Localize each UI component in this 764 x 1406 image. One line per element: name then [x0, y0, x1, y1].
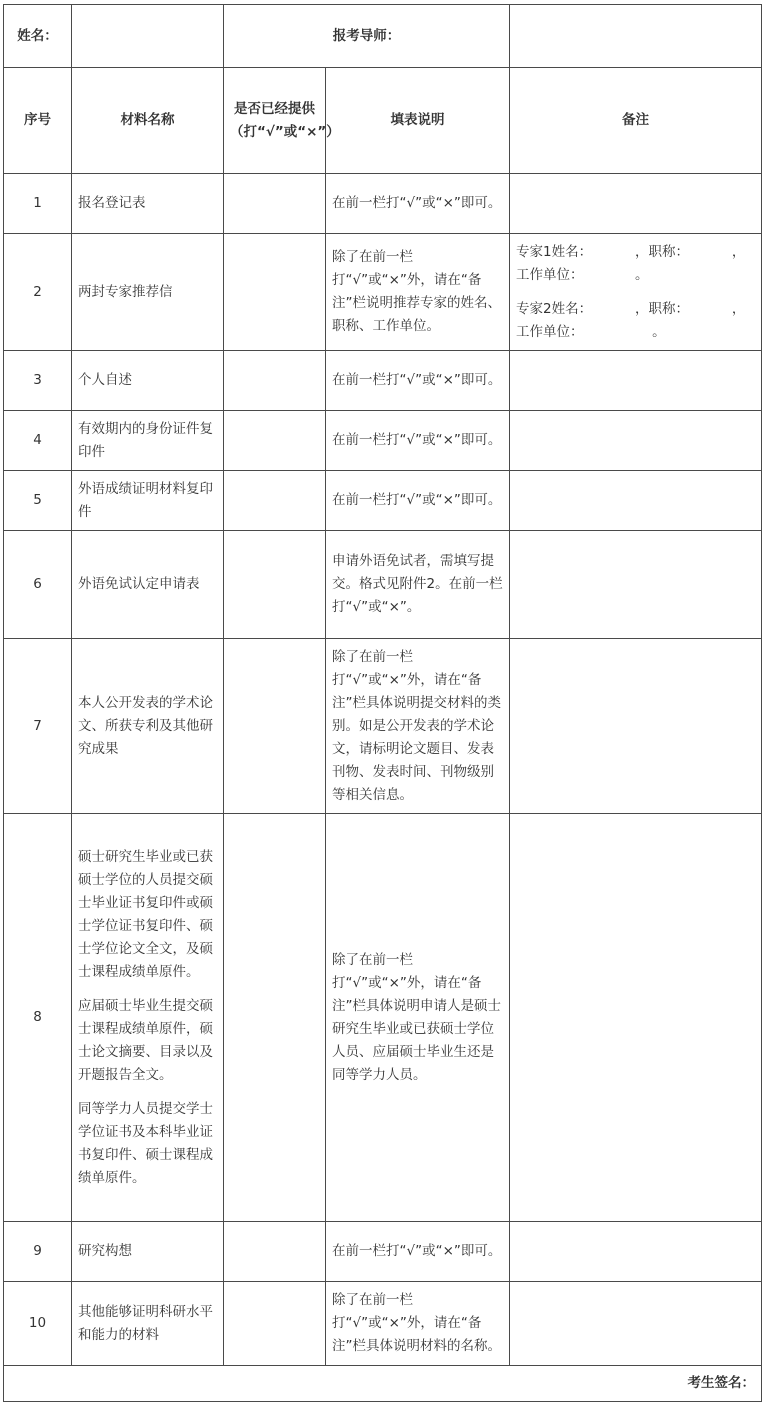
material-paragraph: 硕士研究生毕业或已获硕士学位的人员提交硕士毕业证书复印件或硕士学位证书复印件、硕士学位论文全文，及硕士课程成绩单原件。: [78, 848, 213, 980]
column-header-remark: 备注: [510, 68, 762, 174]
row-number: 10: [4, 1282, 72, 1366]
provided-field[interactable]: [224, 1282, 326, 1366]
material-paragraph: 外语免试认定申请表: [78, 576, 200, 592]
material-name: [72, 351, 224, 411]
row-number: 6: [4, 531, 72, 639]
remark-paragraph: 专家1姓名： ，职称： ，工作单位： 。: [516, 243, 746, 283]
material-name: [72, 411, 224, 471]
material-name: [72, 471, 224, 531]
material-name: [72, 1222, 224, 1282]
row-number: 1: [4, 174, 72, 234]
instruction-text: 在前一栏打“√”或“×”即可。: [326, 1222, 510, 1282]
table-row: [4, 471, 762, 531]
row-number: 7: [4, 639, 72, 814]
remark-field[interactable]: [510, 174, 762, 234]
instruction-text: 除了在前一栏打“√”或“×”外，请在“备注”栏具体说明提交材料的类别。如是公开发表的学术论文，请标明论文题目、发表刊物、发表时间、刊物级别等相关信息。: [326, 639, 510, 814]
table-row: [4, 234, 762, 351]
column-header-material: 材料名称: [72, 68, 224, 174]
provided-field[interactable]: [224, 531, 326, 639]
name-field[interactable]: [72, 5, 224, 68]
material-paragraph: 应届硕士毕业生提交硕士课程成绩单原件，硕士论文摘要、目录以及开题报告全文。: [78, 997, 213, 1083]
provided-field[interactable]: [224, 351, 326, 411]
table-row: [4, 411, 762, 471]
table-row: [4, 351, 762, 411]
row-number: 4: [4, 411, 72, 471]
material-paragraph: 报名登记表: [78, 195, 146, 211]
table-row: [4, 1222, 762, 1282]
signature-row: [4, 1366, 762, 1402]
table-row: [4, 814, 762, 1222]
column-header-provided: 是否已经提供（打“√”或“×”）: [224, 68, 326, 174]
table-row: [4, 174, 762, 234]
application-materials-table: [3, 4, 762, 1402]
material-name: [72, 639, 224, 814]
instruction-text: 除了在前一栏打“√”或“×”外，请在“备注”栏说明推荐专家的姓名、职称、工作单位。: [326, 234, 510, 351]
material-name: [72, 174, 224, 234]
remark-field[interactable]: [510, 639, 762, 814]
column-header-instruction: 填表说明: [326, 68, 510, 174]
instruction-text: 在前一栏打“√”或“×”即可。: [326, 411, 510, 471]
provided-field[interactable]: [224, 639, 326, 814]
row-number: 3: [4, 351, 72, 411]
header-row: [4, 5, 762, 68]
instruction-text: 在前一栏打“√”或“×”即可。: [326, 174, 510, 234]
remark-field[interactable]: [510, 471, 762, 531]
provided-field[interactable]: [224, 411, 326, 471]
material-name: [72, 1282, 224, 1366]
instruction-text: 申请外语免试者，需填写提交。格式见附件2。在前一栏打“√”或“×”。: [326, 531, 510, 639]
provided-field[interactable]: [224, 1222, 326, 1282]
material-paragraph: 本人公开发表的学术论文、所获专利及其他研究成果: [78, 694, 213, 757]
remark-field[interactable]: [510, 351, 762, 411]
provided-field[interactable]: [224, 234, 326, 351]
remark-field[interactable]: [510, 814, 762, 1222]
column-header-row: [4, 68, 762, 174]
advisor-label: 报考导师：: [224, 5, 510, 68]
remark-field[interactable]: [510, 234, 762, 351]
instruction-text: 除了在前一栏打“√”或“×”外，请在“备注”栏具体说明材料的名称。: [326, 1282, 510, 1366]
row-number: 8: [4, 814, 72, 1222]
provided-field[interactable]: [224, 174, 326, 234]
table-row: [4, 531, 762, 639]
row-number: 9: [4, 1222, 72, 1282]
material-paragraph: 外语成绩证明材料复印件: [78, 480, 213, 520]
instruction-text: 除了在前一栏打“√”或“×”外，请在“备注”栏具体说明申请人是硕士研究生毕业或已获硕士学位人员、应届硕士毕业生还是同等学力人员。: [326, 814, 510, 1222]
signature-label: 考生签名：: [4, 1366, 762, 1402]
remark-field[interactable]: [510, 1282, 762, 1366]
table-row: [4, 1282, 762, 1366]
material-paragraph: 同等学力人员提交学士学位证书及本科毕业证书复印件、硕士课程成绩单原件。: [78, 1100, 213, 1186]
material-name: [72, 234, 224, 351]
row-number: 5: [4, 471, 72, 531]
remark-paragraph: 专家2姓名： ，职称： ，工作单位： 。: [516, 300, 746, 340]
instruction-text: 在前一栏打“√”或“×”即可。: [326, 471, 510, 531]
instruction-text: 在前一栏打“√”或“×”即可。: [326, 351, 510, 411]
advisor-field[interactable]: [510, 5, 762, 68]
provided-field[interactable]: [224, 814, 326, 1222]
material-paragraph: 个人自述: [78, 372, 132, 388]
remark-field[interactable]: [510, 411, 762, 471]
material-paragraph: 其他能够证明科研水平和能力的材料: [78, 1303, 213, 1343]
material-paragraph: 研究构想: [78, 1243, 132, 1259]
name-label: 姓名：: [4, 5, 72, 68]
remark-field[interactable]: [510, 1222, 762, 1282]
material-paragraph: 两封专家推荐信: [78, 283, 173, 300]
material-name: [72, 531, 224, 639]
provided-field[interactable]: [224, 471, 326, 531]
remark-field[interactable]: [510, 531, 762, 639]
table-row: [4, 639, 762, 814]
row-number: 2: [4, 234, 72, 351]
column-header-no: 序号: [4, 68, 72, 174]
material-paragraph: 有效期内的身份证件复印件: [78, 420, 213, 460]
material-name: [72, 814, 224, 1222]
